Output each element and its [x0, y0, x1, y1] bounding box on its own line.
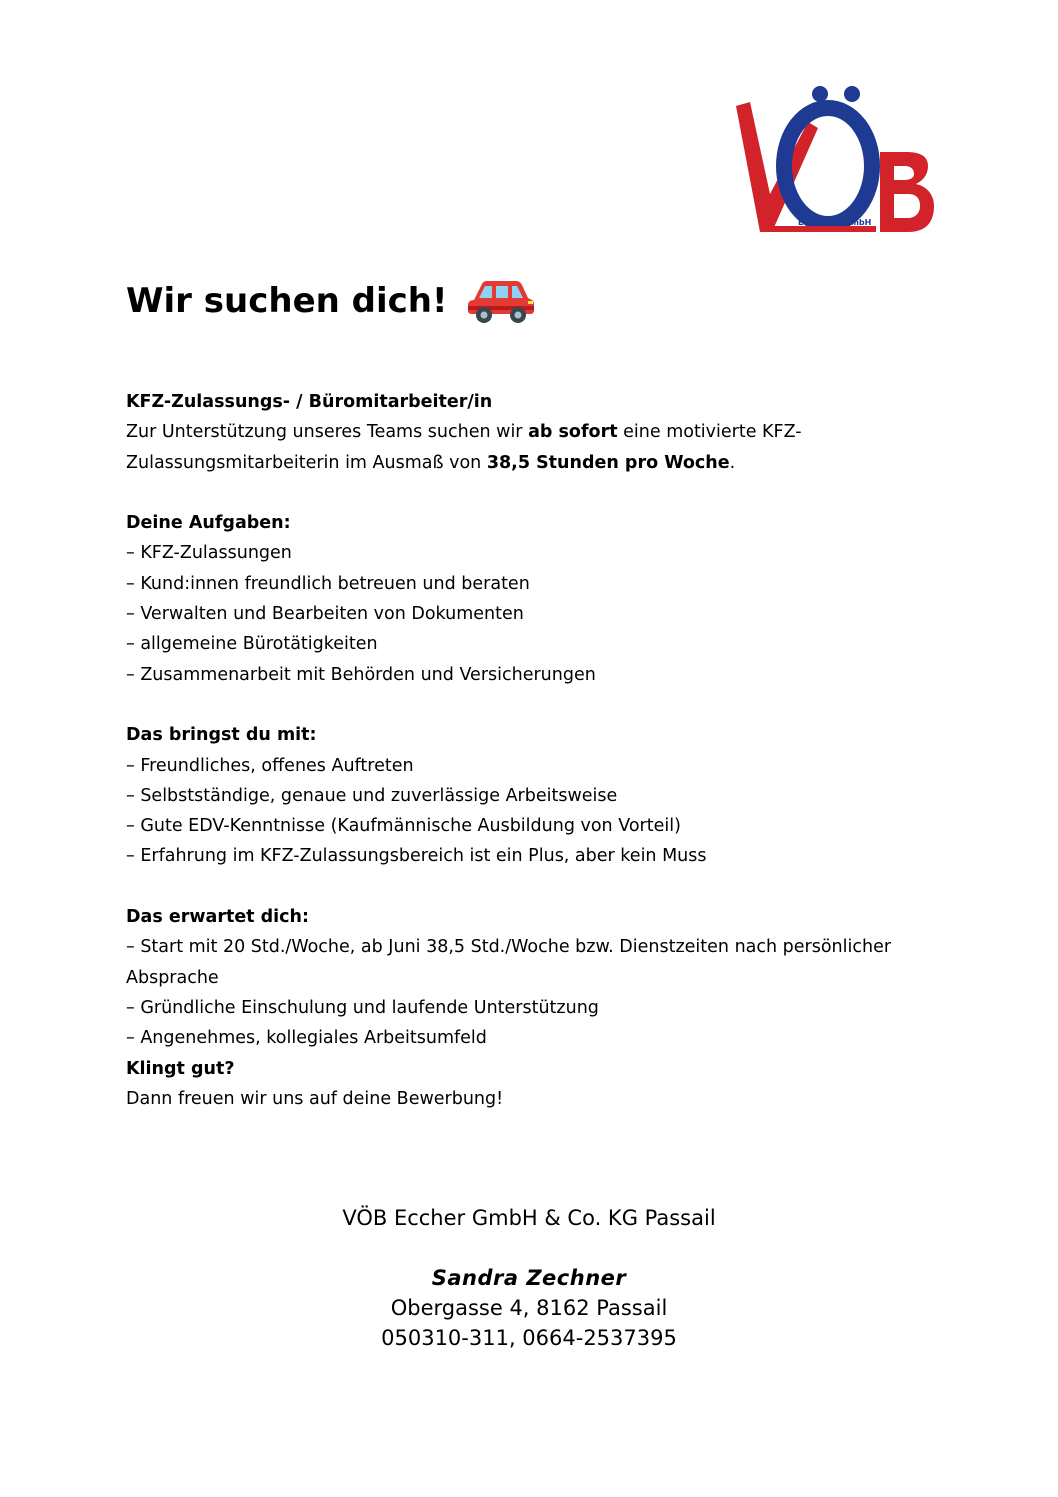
closing-text: Dann freuen wir uns auf deine Bewerbung! — [126, 1088, 504, 1109]
company-name: VÖB Eccher GmbH & Co. KG Passail — [342, 1206, 716, 1230]
tasks-heading: Deine Aufgaben: — [126, 513, 291, 534]
list-item: – Gründliche Einschulung und laufende Unterstützung — [126, 997, 599, 1018]
list-item: – Erfahrung im KFZ-Zulassungsbereich ist ein Plus, aber kein Muss — [126, 846, 707, 867]
list-item: – Verwalten und Bearbeiten von Dokumenten — [126, 604, 524, 625]
headline-text: Wir suchen dich! — [126, 281, 448, 321]
closing-heading: Klingt gut? — [126, 1058, 235, 1079]
list-item: – Selbstständige, genaue und zuverlässige Arbeitsweise — [126, 785, 618, 806]
job-description — [126, 387, 926, 1114]
contact-address: Obergasse 4, 8162 Passail — [390, 1296, 668, 1320]
offer-heading: Das erwartet dich: — [126, 907, 309, 928]
hours-highlight: 38,5 Stunden pro Woche — [486, 452, 730, 473]
list-item: – Freundliches, offenes Auftreten — [126, 755, 414, 776]
list-item: – allgemeine Bürotätigkeiten — [126, 634, 378, 655]
list-item: – Kund:innen freundlich betreuen und beraten — [126, 573, 530, 594]
job-title: KFZ-Zulassungs- / Büromitarbeiter/in — [126, 392, 493, 412]
contact-person: Sandra Zechner — [431, 1266, 627, 1290]
intro-line-1: Zur Unterstützung unseres Teams suchen wir ab sofort eine motivierte KFZ- — [126, 422, 802, 443]
start-date-highlight: ab sofort — [528, 422, 618, 443]
page-headline — [126, 276, 536, 326]
list-item: – Zusammenarbeit mit Behörden und Versicherungen — [126, 664, 596, 685]
list-item: – Gute EDV-Kenntnisse (Kaufmännische Ausbildung von Vorteil) — [126, 816, 681, 837]
list-item-continuation: Absprache — [126, 967, 219, 988]
list-item: – Angenehmes, kollegiales Arbeitsumfeld — [126, 1028, 487, 1049]
list-item: – Start mit 20 Std./Woche, ab Juni 38,5 Std./Woche bzw. Dienstzeiten nach persönlicher — [126, 937, 892, 958]
requirements-heading: Das bringst du mit: — [126, 725, 317, 746]
list-item: – KFZ-Zulassungen — [126, 543, 292, 564]
logo-subtitle: Eccher Ges.mbH — [798, 218, 872, 227]
red-car-icon — [466, 278, 536, 324]
contact-phones: 050310-311, 0664-2537395 — [381, 1326, 677, 1350]
voeb-logo — [730, 82, 940, 242]
intro-line-2: Zulassungsmitarbeiterin im Ausmaß von 38,5 Stunden pro Woche. — [126, 452, 736, 473]
